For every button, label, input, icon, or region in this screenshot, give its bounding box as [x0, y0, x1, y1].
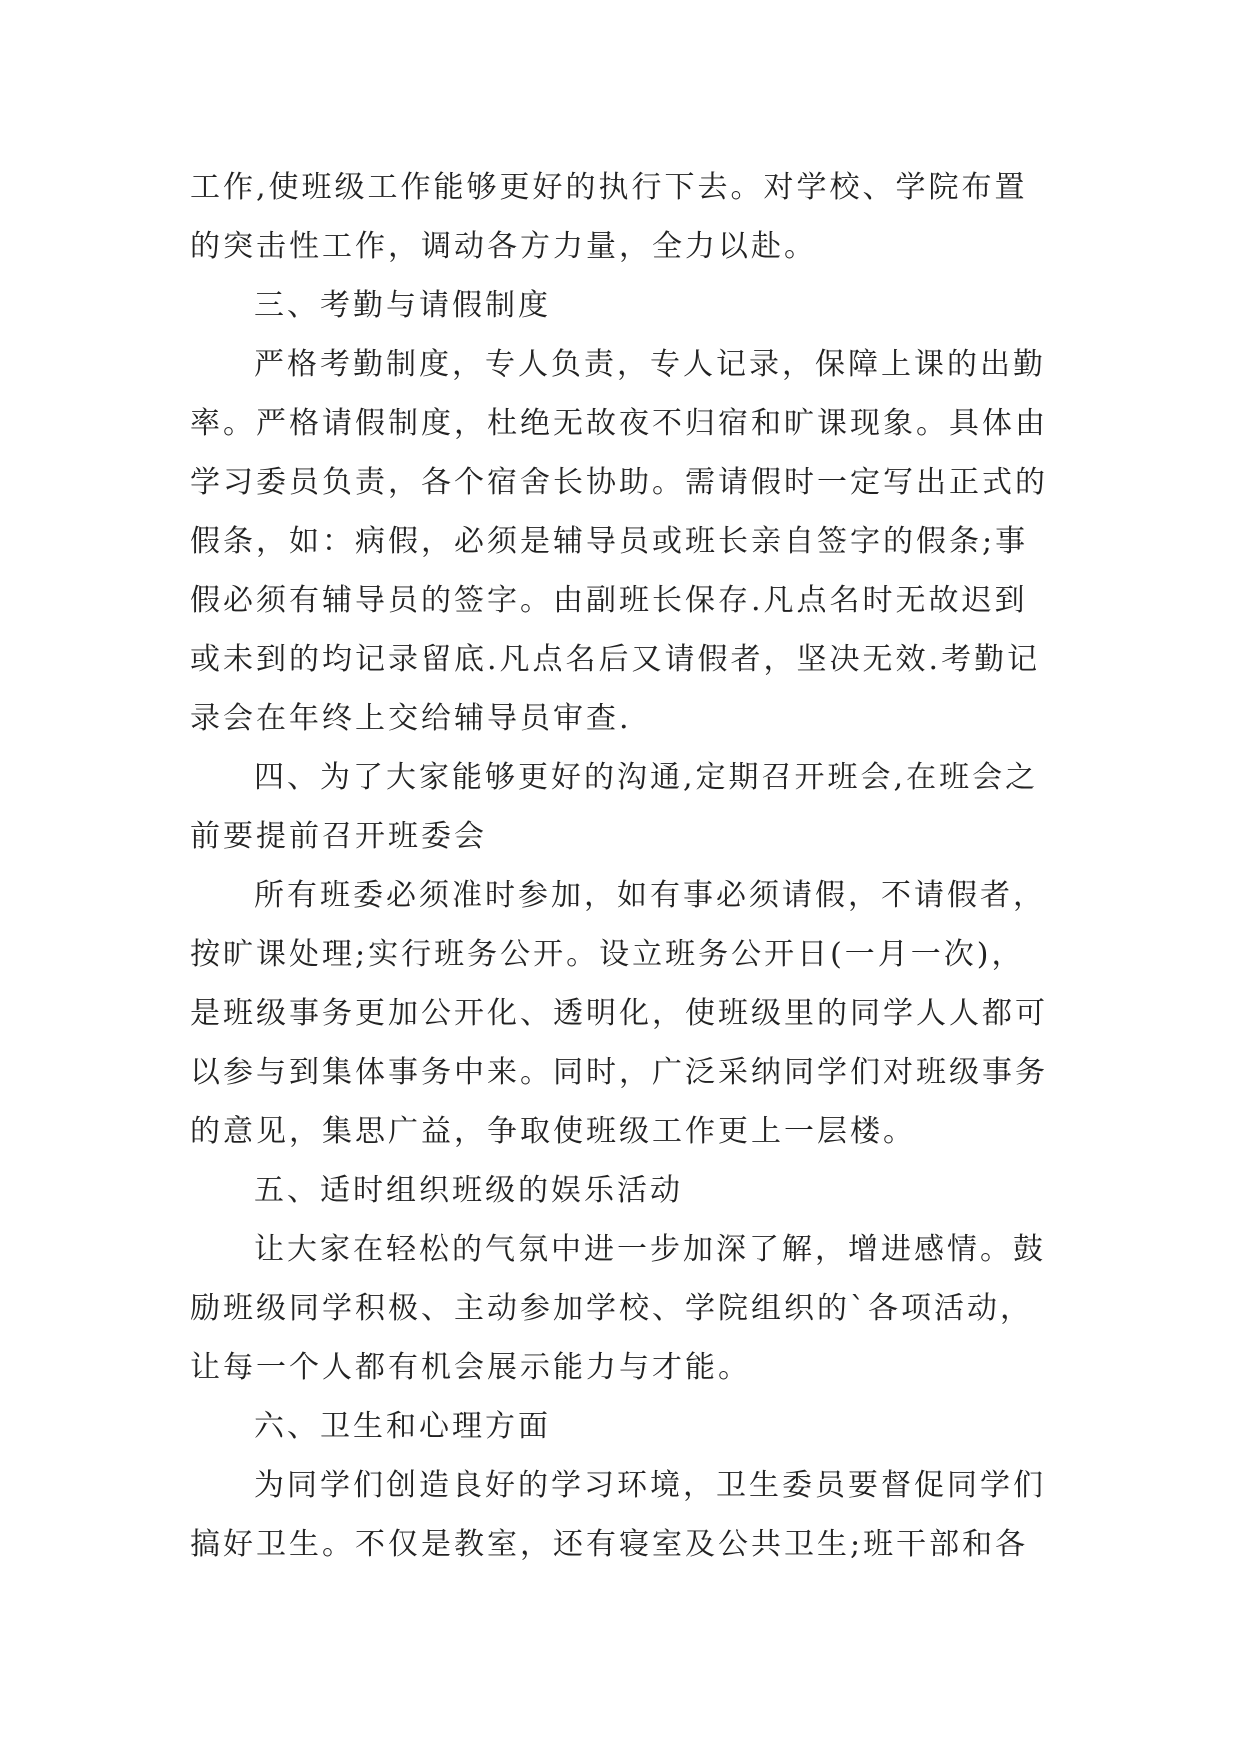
text-line: 搞好卫生。不仅是教室，还有寝室及公共卫生;班干部和各	[190, 1527, 1029, 1562]
text-line: 六、卫生和心理方面	[254, 1409, 551, 1444]
text-line: 前要提前召开班委会	[190, 819, 487, 854]
text-line: 严格考勤制度，专人负责，专人记录，保障上课的出勤	[254, 347, 1046, 382]
text-line: 工作,使班级工作能够更好的执行下去。对学校、学院布置	[190, 170, 1028, 205]
document-body	[190, 158, 1060, 1574]
text-line: 五、适时组织班级的娱乐活动	[254, 1173, 683, 1208]
text-line: 率。严格请假制度，杜绝无故夜不归宿和旷课现象。具体由	[190, 406, 1048, 441]
text-line: 以参与到集体事务中来。同时，广泛采纳同学们对班级事务	[190, 1055, 1048, 1090]
text-line: 按旷课处理;实行班务公开。设立班务公开日(一月一次)，	[190, 937, 1025, 972]
text-line: 让大家在轻松的气氛中进一步加深了解，增进感情。鼓	[254, 1232, 1046, 1267]
text-line: 假必须有辅导员的签字。由副班长保存.凡点名时无故迟到	[190, 583, 1028, 618]
text-line: 让每一个人都有机会展示能力与才能。	[190, 1350, 751, 1385]
text-line: 是班级事务更加公开化、透明化，使班级里的同学人人都可	[190, 996, 1048, 1031]
text-line: 的意见，集思广益，争取使班级工作更上一层楼。	[190, 1114, 916, 1149]
text-line: 所有班委必须准时参加，如有事必须请假，不请假者，	[254, 878, 1046, 913]
text-line: 四、为了大家能够更好的沟通,定期召开班会,在班会之	[254, 760, 1039, 795]
text-line: 三、考勤与请假制度	[254, 288, 551, 323]
text-line: 为同学们创造良好的学习环境，卫生委员要督促同学们	[254, 1468, 1046, 1503]
text-line: 录会在年终上交给辅导员审查.	[190, 701, 632, 736]
text-line: 励班级同学积极、主动参加学校、学院组织的`各项活动，	[190, 1291, 1033, 1326]
text-line: 或未到的均记录留底.凡点名后又请假者，坚决无效.考勤记	[190, 642, 1041, 677]
text-line: 的突击性工作，调动各方力量，全力以赴。	[190, 229, 817, 264]
text-line: 假条，如：病假，必须是辅导员或班长亲自签字的假条;事	[190, 524, 1029, 559]
text-line: 学习委员负责，各个宿舍长协助。需请假时一定写出正式的	[190, 465, 1048, 500]
